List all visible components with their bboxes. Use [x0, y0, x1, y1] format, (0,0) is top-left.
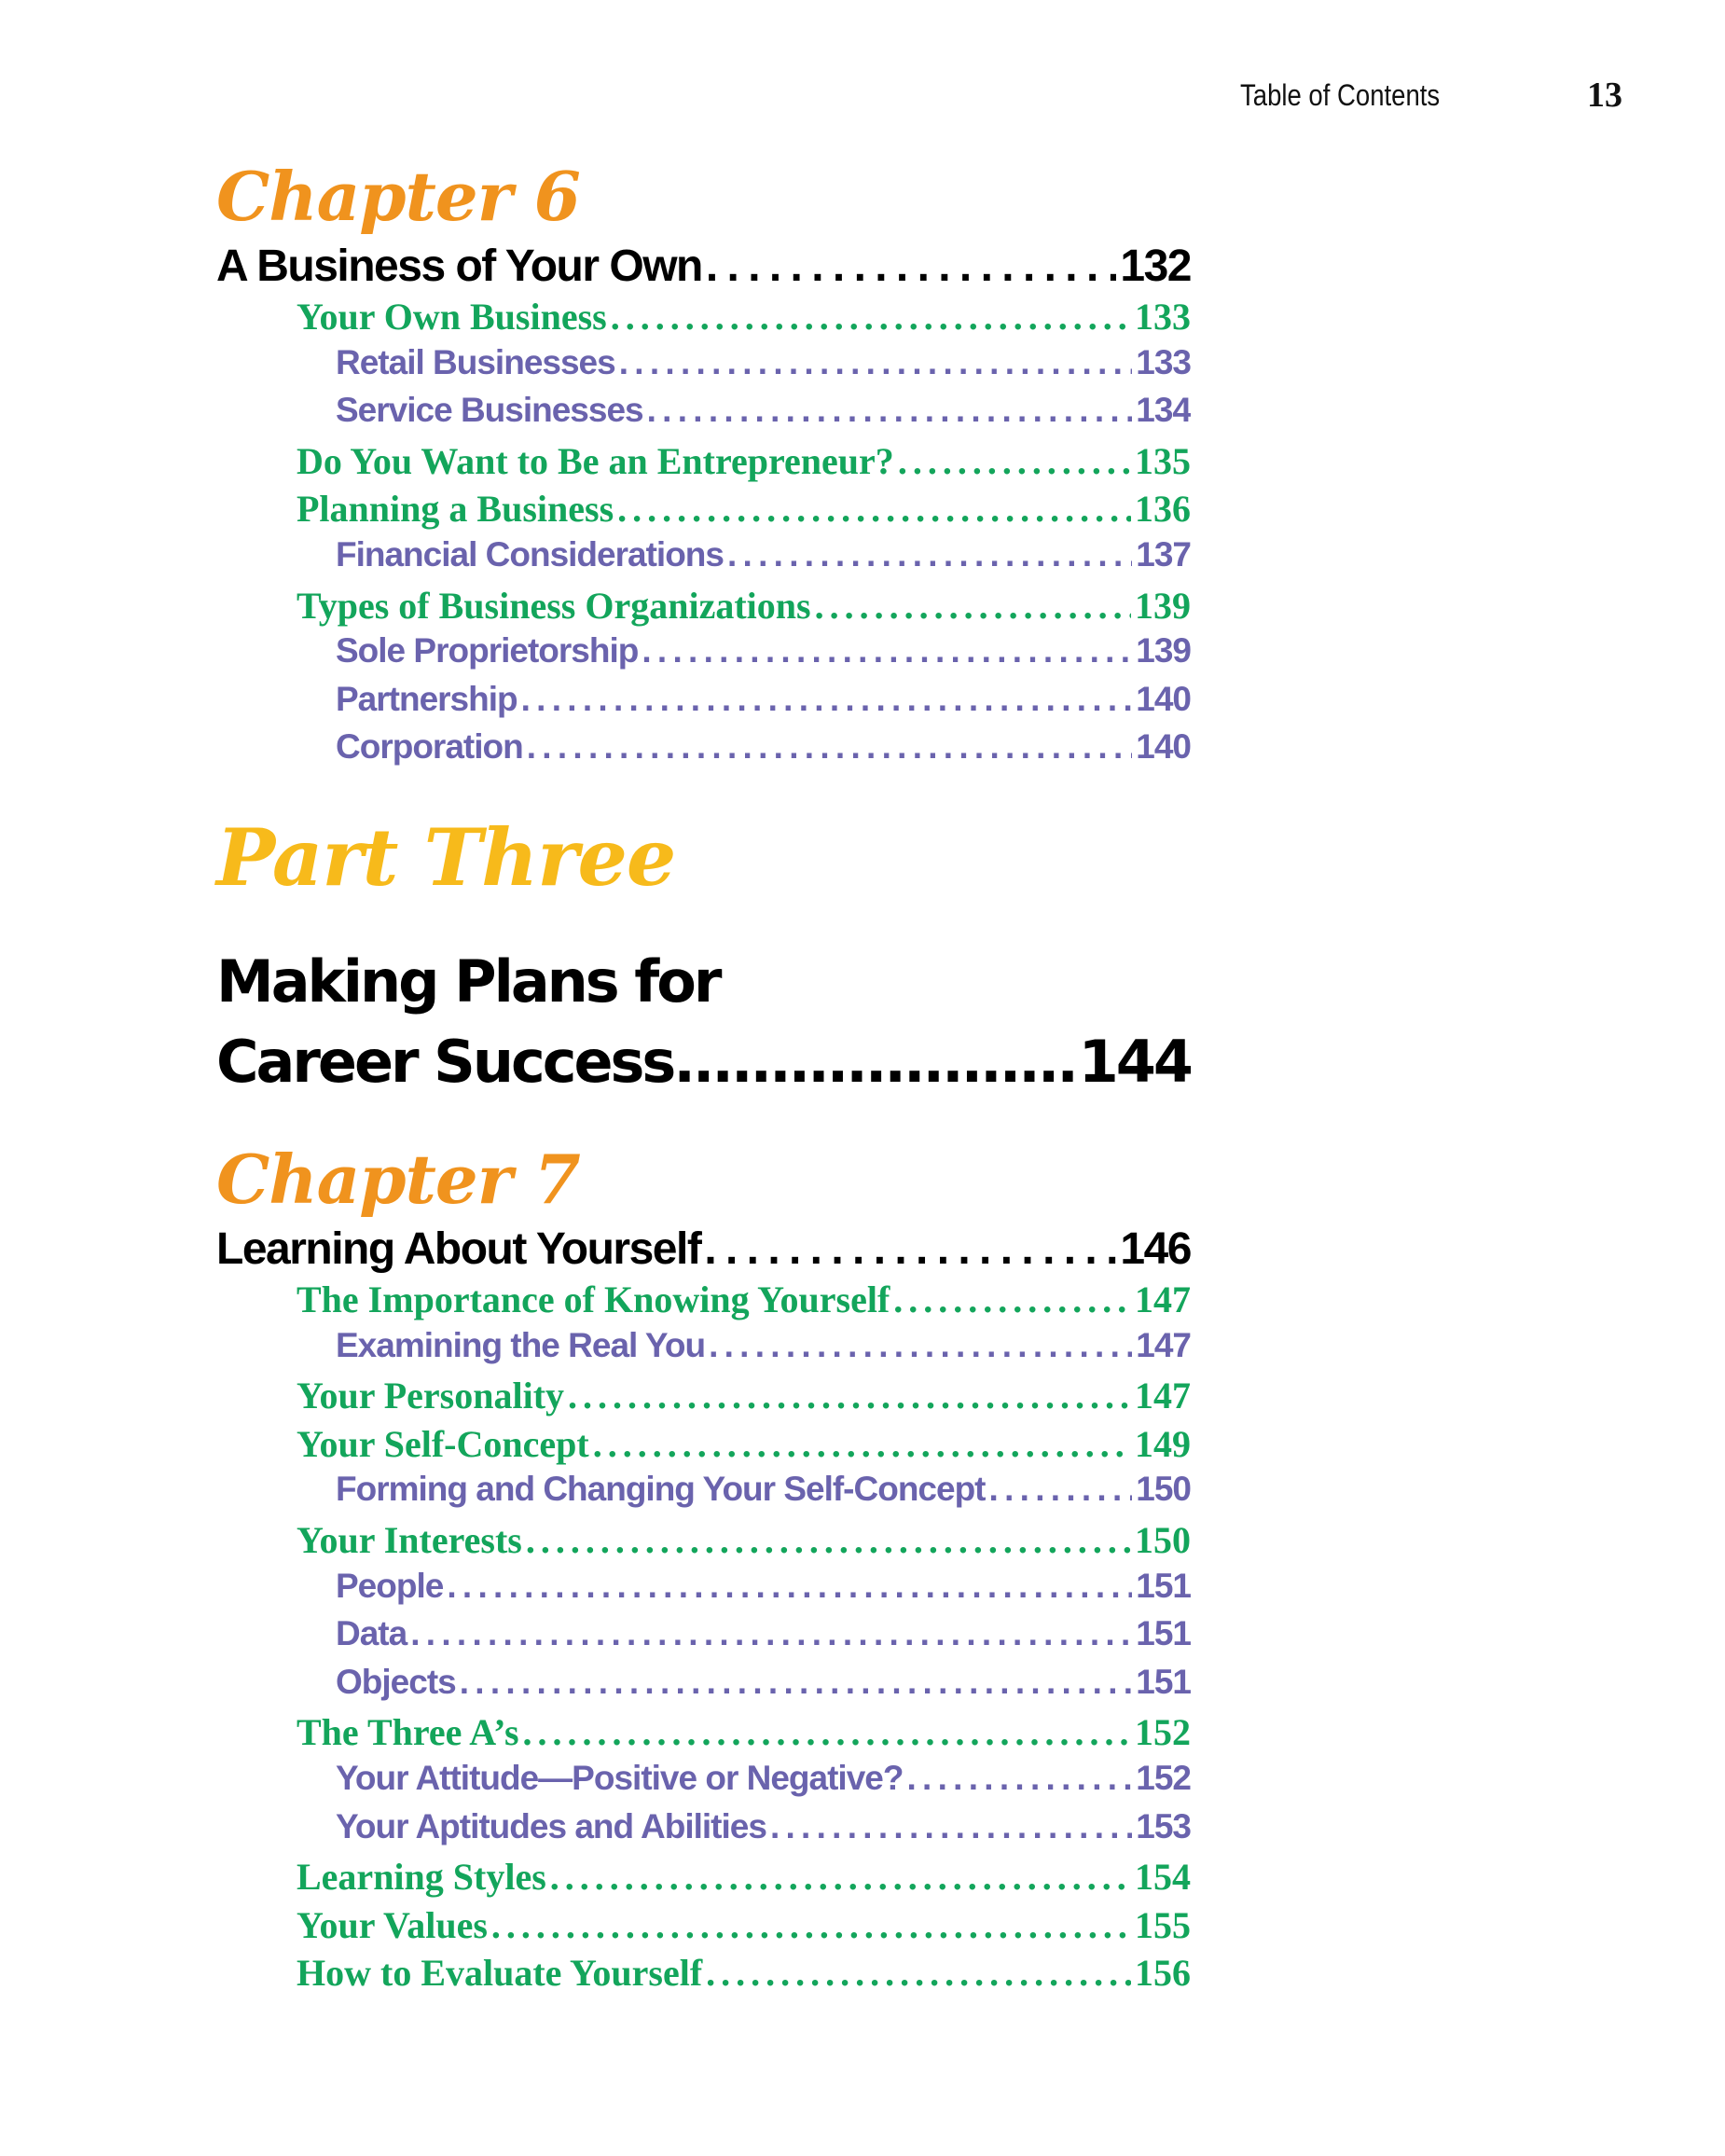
toc-entry-page: 151 — [1136, 1614, 1191, 1653]
toc-entry[interactable] — [336, 727, 1191, 767]
toc-entry-page: 147 — [1135, 1375, 1191, 1417]
toc-entry-label: Your Own Business — [297, 296, 607, 338]
dot-leader — [642, 631, 1132, 670]
toc-entry-page: 147 — [1136, 1325, 1191, 1364]
dot-leader — [898, 439, 1131, 483]
dot-leader — [523, 1710, 1131, 1754]
toc-entry[interactable] — [336, 1567, 1191, 1606]
toc-entry-label: Planning a Business — [297, 488, 614, 531]
toc-entry-label: The Three A’s — [297, 1711, 519, 1754]
part-three-heading: Part Three — [216, 811, 676, 904]
toc-entry-label: Data — [336, 1614, 407, 1653]
toc-entry-page: 156 — [1135, 1952, 1191, 1995]
dot-leader — [526, 1518, 1131, 1562]
toc-entry-label: Retail Businesses — [336, 342, 615, 381]
dot-leader — [647, 391, 1133, 430]
toc-entry-label: Objects — [336, 1662, 456, 1701]
toc-entry-page: 139 — [1136, 631, 1191, 670]
toc-entry-page: 133 — [1136, 342, 1191, 381]
toc-entry-label: Your Aptitudes and Abilities — [336, 1806, 766, 1845]
dot-leader — [893, 1278, 1131, 1321]
toc-entry-page: 149 — [1135, 1422, 1191, 1465]
toc-entry-chapter-6[interactable] — [216, 241, 1191, 292]
toc-entry-page: 151 — [1136, 1662, 1191, 1701]
toc-entry-page: 144 — [1078, 1033, 1191, 1091]
dot-leader — [410, 1614, 1132, 1653]
dot-leader — [617, 487, 1131, 531]
toc-entry-label: Learning Styles — [297, 1856, 546, 1899]
part-three-title-line-1: Making Plans for — [216, 947, 720, 1016]
toc-entry-label: How to Evaluate Yourself — [297, 1952, 703, 1995]
toc-entry[interactable] — [297, 1710, 1191, 1754]
toc-entry-label: Your Interests — [297, 1519, 522, 1561]
toc-entry-label: Your Self-Concept — [297, 1422, 589, 1465]
toc-entry-part-three[interactable] — [216, 1033, 1191, 1091]
toc-entry-label: Financial Considerations — [336, 535, 724, 574]
dot-leader — [815, 584, 1131, 628]
running-title: Table of Contents — [1240, 78, 1441, 112]
toc-entry-label: The Importance of Knowing Yourself — [297, 1278, 890, 1320]
toc-entry[interactable] — [297, 1518, 1191, 1562]
dot-leader — [706, 241, 1117, 292]
toc-entry-label: Learning About Yourself — [216, 1224, 701, 1274]
dot-leader — [709, 1326, 1132, 1365]
toc-entry-page: 154 — [1135, 1856, 1191, 1899]
toc-entry[interactable] — [336, 1470, 1191, 1509]
toc-entry[interactable] — [297, 295, 1191, 339]
toc-entry[interactable] — [336, 680, 1191, 719]
dot-leader — [611, 295, 1131, 339]
chapter-7-heading: Chapter 7 — [216, 1140, 580, 1219]
toc-entry-page: 137 — [1136, 535, 1191, 574]
dot-leader — [521, 680, 1133, 719]
toc-entry[interactable] — [297, 439, 1191, 483]
toc-entry-page: 152 — [1135, 1711, 1191, 1754]
toc-entry[interactable] — [336, 1614, 1191, 1653]
dot-leader — [593, 1422, 1131, 1466]
toc-entry-label: Types of Business Organizations — [297, 584, 811, 627]
dot-leader — [906, 1759, 1132, 1798]
toc-entry-label: Your Personality — [297, 1375, 565, 1417]
toc-entry-label: People — [336, 1566, 444, 1605]
toc-entry-page: 140 — [1136, 679, 1191, 718]
toc-entry[interactable] — [297, 487, 1191, 531]
toc-entry-page: 135 — [1135, 439, 1191, 482]
toc-entry-label: Your Attitude—Positive or Negative? — [336, 1759, 904, 1797]
toc-entry[interactable] — [297, 1855, 1191, 1899]
page-number: 13 — [1587, 76, 1622, 115]
toc-entry-page: 151 — [1136, 1566, 1191, 1605]
toc-entry-label: Corporation — [336, 727, 523, 767]
dot-leader — [619, 343, 1133, 382]
dot-leader — [568, 1374, 1131, 1417]
toc-entry[interactable] — [297, 1374, 1191, 1417]
dot-leader — [770, 1807, 1132, 1846]
dot-leader — [527, 727, 1133, 767]
dot-leader — [704, 1223, 1116, 1275]
toc-entry-page: 146 — [1120, 1224, 1191, 1274]
chapter-6-heading: Chapter 6 — [216, 157, 580, 236]
toc-entry[interactable] — [336, 391, 1191, 430]
toc-entry-page: 134 — [1136, 391, 1191, 430]
toc-entry[interactable] — [297, 1903, 1191, 1947]
toc-entry[interactable] — [336, 1807, 1191, 1846]
toc-entry-label: Your Values — [297, 1903, 488, 1946]
toc-entry-page: 132 — [1120, 242, 1191, 291]
toc-entry-label: Sole Proprietorship — [336, 631, 639, 670]
toc-entry-label: A Business of Your Own — [216, 242, 702, 291]
toc-entry[interactable] — [336, 1663, 1191, 1702]
toc-entry[interactable] — [297, 584, 1191, 628]
toc-entry[interactable] — [297, 1278, 1191, 1321]
toc-entry[interactable] — [297, 1422, 1191, 1466]
toc-entry-chapter-7[interactable] — [216, 1223, 1191, 1275]
toc-entry-page: 155 — [1135, 1903, 1191, 1946]
part-three-title-line-2: Career Success — [216, 1033, 674, 1091]
toc-entry-page: 150 — [1135, 1519, 1191, 1561]
toc-entry[interactable] — [336, 631, 1191, 670]
dot-leader — [550, 1855, 1131, 1899]
toc-entry-page: 147 — [1135, 1278, 1191, 1320]
dot-leader — [706, 1951, 1131, 1995]
toc-entry-page: 136 — [1135, 488, 1191, 531]
toc-entry-label: Service Businesses — [336, 391, 643, 430]
dot-leader — [447, 1567, 1132, 1606]
toc-entry-label: Partnership — [336, 679, 518, 718]
toc-entry[interactable] — [336, 343, 1191, 382]
toc-entry-page: 153 — [1136, 1806, 1191, 1845]
toc-entry-page: 152 — [1136, 1759, 1191, 1797]
toc-entry-page: 139 — [1135, 584, 1191, 627]
toc-entry[interactable] — [336, 1759, 1191, 1798]
toc-entry[interactable] — [336, 535, 1191, 574]
dot-leader — [989, 1470, 1133, 1509]
toc-entry-label: Examining the Real You — [336, 1325, 706, 1364]
toc-entry[interactable] — [297, 1951, 1191, 1995]
toc-entry-label: Do You Want to Be an Entrepreneur? — [297, 439, 894, 482]
dot-leader — [673, 1033, 1078, 1091]
dot-leader — [491, 1903, 1131, 1947]
dot-leader — [460, 1663, 1133, 1702]
toc-entry-page: 150 — [1136, 1470, 1191, 1509]
toc-entry-page: 133 — [1135, 296, 1191, 338]
toc-entry[interactable] — [336, 1326, 1191, 1365]
toc-entry-page: 140 — [1136, 727, 1191, 767]
dot-leader — [727, 535, 1132, 574]
toc-entry-label: Forming and Changing Your Self-Concept — [336, 1470, 986, 1509]
